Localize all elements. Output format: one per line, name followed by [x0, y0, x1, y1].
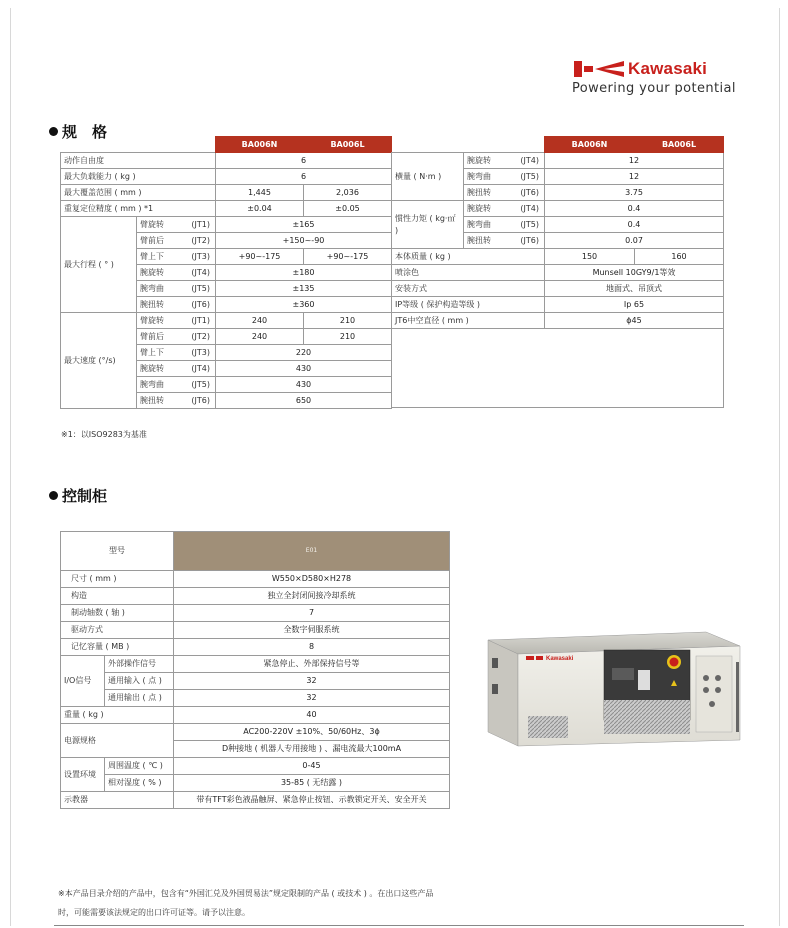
torque-value: 12: [545, 169, 724, 185]
spec-label: 本体质量 ( kg ): [392, 249, 545, 265]
axis-label: 腕扭转 (JT6): [137, 297, 216, 313]
spec-table-left: [60, 136, 392, 409]
stroke-value: ±165: [216, 217, 392, 233]
spec-label: 重复定位精度 ( mm ) *1: [61, 201, 216, 217]
axis-label: 腕旋转 (JT4): [464, 153, 545, 169]
speed-group-label: 最大速度 (°/s): [61, 313, 137, 409]
stroke-value: ±180: [216, 265, 392, 281]
spec-value: Munsell 10GY9/1等效: [545, 265, 724, 281]
torque-value: 3.75: [545, 185, 724, 201]
axis-label: 腕旋转 (JT4): [464, 201, 545, 217]
axis-label: 腕扭转 (JT6): [464, 233, 545, 249]
spec-label: 最大覆盖范围 ( mm ): [61, 185, 216, 201]
spec-value-n: 1,445: [216, 185, 304, 201]
io-sub-label: 通用输出 ( 点 ): [105, 690, 174, 707]
speed-value: 220: [216, 345, 392, 361]
ctrl-label: 示教器: [61, 792, 174, 809]
ctrl-label: 记忆容量 ( MB ): [61, 639, 174, 656]
spec-heading: 规 格: [49, 121, 107, 142]
io-value: 紧急停止、外部保持信号等: [174, 656, 450, 673]
axis-label: 臂上下 (JT3): [137, 249, 216, 265]
spec-label: 动作自由度: [61, 153, 216, 169]
spec-label: 喷涂色: [392, 265, 545, 281]
export-notice-line-1: ※本产品目录介绍的产品中，包含有“外国汇兑及外国贸易法”规定限制的产品 ( 或技术 ) 。在出口这些产品: [58, 889, 434, 898]
spec-label: 最大负载能力 ( kg ): [61, 169, 216, 185]
inertia-value: 0.07: [545, 233, 724, 249]
inertia-value: 0.4: [545, 201, 724, 217]
ctrl-label: 制动轴数 ( 轴 ): [61, 605, 174, 622]
col-header-ba006l: BA006L: [304, 137, 392, 153]
ctrl-value: 带有TFT彩色液晶触屏、紧急停止按钮、示教锁定开关、安全开关: [174, 792, 450, 809]
spec-value-l: 2,036: [304, 185, 392, 201]
axis-label: 臂旋转 (JT1): [137, 313, 216, 329]
speed-value-l: 210: [304, 329, 392, 345]
brand-name: Kawasaki: [628, 59, 708, 78]
axis-label: 腕扭转 (JT6): [137, 393, 216, 409]
inertia-group-label: 惯性力矩 ( kg·㎡ ): [392, 201, 464, 249]
axis-label: 腕旋转 (JT4): [137, 361, 216, 377]
ctrl-value: 40: [174, 707, 450, 724]
spec-label: JT6中空直径 ( mm ): [392, 313, 545, 329]
spec-value: Ip 65: [545, 297, 724, 313]
power-label: 电源规格: [61, 724, 174, 758]
env-sub-label: 周围温度 ( ℃ ): [105, 758, 174, 775]
bottom-divider: [54, 925, 744, 926]
env-value: 35-85 ( 无结露 ): [174, 775, 450, 792]
speed-value: 430: [216, 377, 392, 393]
kawasaki-mark-icon: [574, 61, 624, 77]
axis-label: 臂前后 (JT2): [137, 233, 216, 249]
controller-cabinet-image: [478, 628, 742, 752]
ctrl-value: 全数字伺服系统: [174, 622, 450, 639]
stroke-value-l: +90~-175: [304, 249, 392, 265]
stroke-value: +150~-90: [216, 233, 392, 249]
col-header-ba006n: BA006N: [216, 137, 304, 153]
axis-label: 臂上下 (JT3): [137, 345, 216, 361]
ctrl-value: 独立全封闭间接冷却系统: [174, 588, 450, 605]
export-notice: [58, 884, 558, 922]
spec-value-n: 150: [545, 249, 635, 265]
ctrl-label: 重量 ( kg ): [61, 707, 174, 724]
torque-value: 12: [545, 153, 724, 169]
axis-label: 腕扭转 (JT6): [464, 185, 545, 201]
inertia-value: 0.4: [545, 217, 724, 233]
speed-value-n: 240: [216, 329, 304, 345]
io-sub-label: 外部操作信号: [105, 656, 174, 673]
env-sub-label: 相对湿度 ( % ): [105, 775, 174, 792]
stroke-group-label: 最大行程 ( ° ): [61, 217, 137, 313]
spec-value: ϕ45: [545, 313, 724, 329]
spec-value: 6: [216, 153, 392, 169]
export-notice-line-2: 时，可能需要该法规定的出口许可证等。请予以注意。: [58, 908, 250, 917]
spec-label: 安装方式: [392, 281, 545, 297]
axis-label: 臂旋转 (JT1): [137, 217, 216, 233]
ctrl-label: 构造: [61, 588, 174, 605]
axis-label: 腕弯曲 (JT5): [137, 281, 216, 297]
spec-value-l: 160: [635, 249, 724, 265]
brand-tagline: Powering your potential: [572, 81, 736, 96]
io-sub-label: 通用输入 ( 点 ): [105, 673, 174, 690]
col-header-ba006l: BA006L: [635, 137, 724, 153]
spec-label: IP等级 ( 保护构造等级 ): [392, 297, 545, 313]
speed-value-l: 210: [304, 313, 392, 329]
ctrl-label: 驱动方式: [61, 622, 174, 639]
axis-label: 臂前后 (JT2): [137, 329, 216, 345]
spec-value: 6: [216, 169, 392, 185]
env-value: 0-45: [174, 758, 450, 775]
axis-label: 腕弯曲 (JT5): [137, 377, 216, 393]
spec-table-right: [391, 136, 724, 408]
spec-value-n: ±0.04: [216, 201, 304, 217]
io-value: 32: [174, 690, 450, 707]
stroke-value-n: +90~-175: [216, 249, 304, 265]
env-label: 设置环境: [61, 758, 105, 792]
model-label: 型号: [61, 532, 174, 571]
power-value-2: D种接地 ( 机器人专用接地 ) 、漏电流最大100mA: [174, 741, 450, 758]
model-value: E01: [174, 532, 450, 571]
power-value-1: AC200-220V ±10%、50/60Hz、3ϕ: [174, 724, 450, 741]
bullet-icon: [49, 491, 58, 500]
spec-value-l: ±0.05: [304, 201, 392, 217]
io-label: I/O信号: [61, 656, 105, 707]
cabinet-brand-text: Kawasaki: [546, 656, 574, 662]
col-header-ba006n: BA006N: [545, 137, 635, 153]
torque-group-label: 横量 ( N·m ): [392, 153, 464, 201]
bullet-icon: [49, 127, 58, 136]
speed-value: 650: [216, 393, 392, 409]
speed-value-n: 240: [216, 313, 304, 329]
spec-footnote: ※1：以ISO9283为基准: [61, 430, 147, 439]
spec-value: 地面式、吊顶式: [545, 281, 724, 297]
controller-heading: 控制柜: [49, 485, 107, 506]
axis-label: 腕弯曲 (JT5): [464, 169, 545, 185]
speed-value: 430: [216, 361, 392, 377]
blank-area: [392, 329, 724, 408]
ctrl-label: 尺寸 ( mm ): [61, 571, 174, 588]
stroke-value: ±360: [216, 297, 392, 313]
ctrl-value: 7: [174, 605, 450, 622]
controller-table: [60, 531, 450, 809]
kawasaki-logo: [572, 60, 742, 100]
stroke-value: ±135: [216, 281, 392, 297]
ctrl-value: W550×D580×H278: [174, 571, 450, 588]
ctrl-value: 8: [174, 639, 450, 656]
io-value: 32: [174, 673, 450, 690]
axis-label: 腕弯曲 (JT5): [464, 217, 545, 233]
axis-label: 腕旋转 (JT4): [137, 265, 216, 281]
